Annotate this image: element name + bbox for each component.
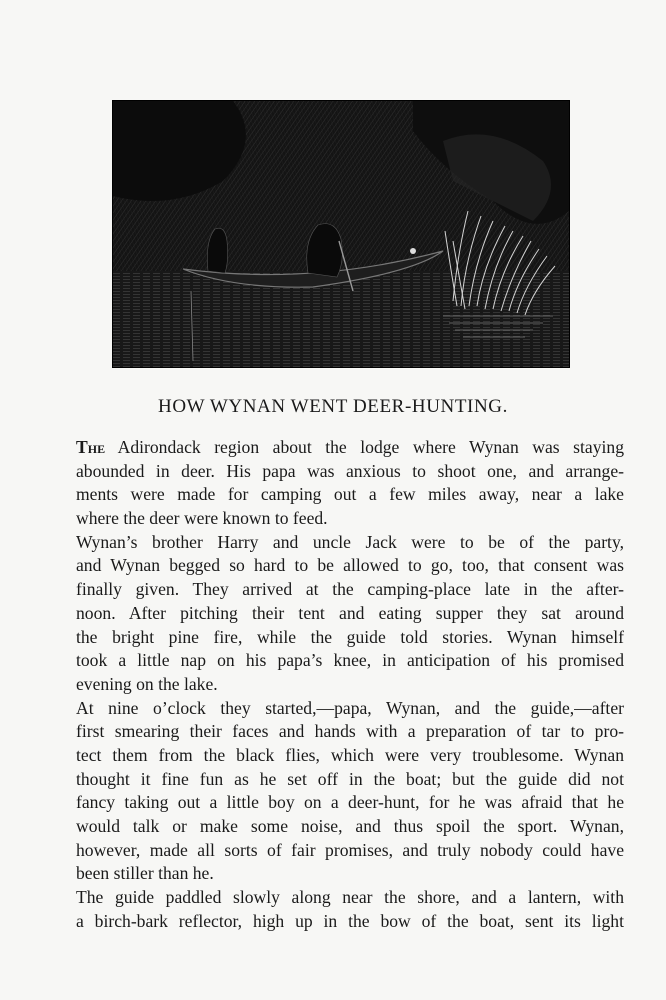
text-line: The guide paddled slowly along near the shore, and a lantern, with xyxy=(76,887,624,908)
text-line: took a little nap on his papa’s knee, in anticipation of his promised xyxy=(76,650,624,671)
text-line: would talk or make some noise, and thus spoil the sport. Wynan, xyxy=(76,816,624,836)
text-line: first smearing their faces and hands with a preparation of tar to pro- xyxy=(76,721,624,742)
text-line: abounded in deer. His papa was anxious to shoot one, and arrange- xyxy=(76,460,624,481)
text-line: ments were made for camping out a few miles away, near a lake xyxy=(76,484,624,505)
text-line: fancy taking out a little boy on a deer-hunt, for he was afraid that he xyxy=(76,792,624,813)
engraving-image xyxy=(113,101,569,367)
text-line: At nine o’clock they started,—papa, Wynan, and the guide,—after xyxy=(76,697,624,718)
paragraph-2 xyxy=(76,531,624,697)
text-line: thought it fine fun as he set off in the boat; but the guide did not xyxy=(76,768,624,789)
paragraph-3 xyxy=(76,697,624,887)
text-line: finally given. They arrived at the camping-place late in the after- xyxy=(76,579,624,600)
text-line: where the deer were known to feed. xyxy=(76,508,328,529)
paragraph-4 xyxy=(76,886,624,933)
text-line: tect them from the black flies, which were very troublesome. Wynan xyxy=(76,744,624,765)
text-line: The Adirondack region about the lodge where Wynan was staying xyxy=(76,437,624,457)
text-line: noon. After pitching their tent and eating supper they sat around xyxy=(76,602,624,623)
drop-word: The xyxy=(76,437,106,457)
text-line: and Wynan begged so hard to be allowed to go, too, that consent was xyxy=(76,555,624,576)
text-line: Wynan’s brother Harry and uncle Jack were to be of the party, xyxy=(76,531,624,552)
text-line: evening on the lake. xyxy=(76,673,218,694)
paragraph-1 xyxy=(76,436,624,531)
text-line: a birch-bark reflector, high up in the bow of the boat, sent its light xyxy=(76,910,624,931)
text-line: been stiller than he. xyxy=(76,863,214,884)
text-line: however, made all sorts of fair promises, and truly nobody could have xyxy=(76,839,624,860)
chapter-title: HOW WYNAN WENT DEER-HUNTING. xyxy=(158,396,508,417)
text-line: the bright pine fire, while the guide told stories. Wynan himself xyxy=(76,626,624,647)
night-canoe-engraving xyxy=(112,100,570,368)
story-text xyxy=(76,436,624,933)
